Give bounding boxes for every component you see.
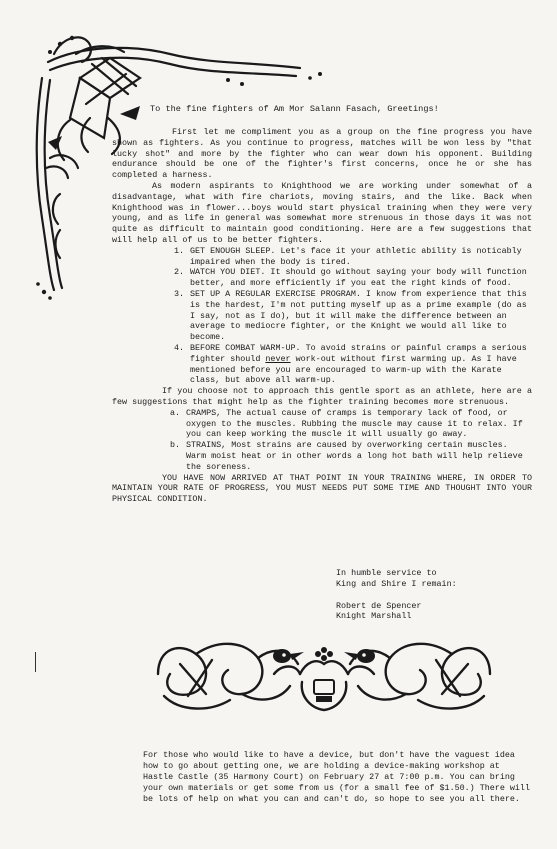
- list-item: 1. GET ENOUGH SLEEP. Let's face it your athletic ability is noticably impaired when the body is tired.: [173, 245, 522, 267]
- list-item: b. STRAINS, Most strains are caused by overworking certain muscles. Warm moist heat or in other words a long hot bath will help relieve the soreness.: [169, 440, 523, 472]
- athlete-paragraph: If you choose not to approach this gentle sport as an athlete, here are a few suggestions that might help as the fighter training becomes more strenuous.: [112, 386, 532, 407]
- workshop-paragraph: For those who would like to have a device, but don't have the vaguest idea how to go about getting one, we are holding a device-making workshop at Hastle Castle (35 Harmony Court) on February 27 at 7:00 p.m. You can bring your own materials or get some from us (for a small fee of $1.50.) There will be lots of help on what you can and can't do, so hope to see you all there.: [143, 750, 530, 804]
- signer-name: Robert de Spencer: [336, 600, 422, 611]
- closing-line-1: In humble service to: [336, 568, 437, 578]
- list-item: a. CRAMPS, The actual cause of cramps is temporary lack of food, or oxygen to the muscles. Rubbing the muscle may cause it to relax. If you can keep working the muscle it will usually go away.: [169, 407, 523, 440]
- suggestions-list: [162, 246, 532, 386]
- signer-title: Knight Marshall: [336, 611, 412, 622]
- signature-block: [336, 568, 457, 622]
- margin-mark: [35, 652, 36, 672]
- modern-aspirants-paragraph: As modern aspirants to Knighthood we are working under somewhat of a disadvantage, what with fire chariots, moving stairs, and the like. Back when Knighthood was in flower...boys would start physical training when they were very young, and as life in general was somewhat more strenuous in those days it was not quite as difficult to maintain good conditioning. Here are a few suggestions that will help all of us to be better fighters.: [112, 180, 532, 245]
- closing-line-2: King and Shire I remain:: [336, 578, 457, 589]
- intro-paragraph: First let me compliment you as a group on the fine progress you have shown as fighters. As you continue to progress, matches will be won less by "that lucky shot" and more by the fighter who can wear down his opponent. Building endurance should be one of the fighter's first concerns, once he or she has completed a harness.: [112, 127, 532, 181]
- celtic-birds-band-icon: [150, 634, 498, 716]
- greeting-line: To the fine fighters of Am Mor Salann Fasach, Greetings!: [150, 104, 439, 114]
- emphasis-never: never: [265, 353, 291, 364]
- list-item: 2. WATCH YOU DIET. It should go without saying your body will function better, and more efficiently if you eat the right kinds of food.: [173, 267, 527, 289]
- ailments-list: [158, 408, 532, 473]
- letter-body: [112, 127, 532, 505]
- list-item: 3. SET UP A REGULAR EXERCISE PROGRAM. I know from experience that this is the hardest, I'm not putting myself up as a prime example (do as I say, not as I do), but it will make the difference between an average to mediocre fighter, or the Knight we would all like to become.: [173, 288, 527, 343]
- training-point-paragraph: YOU HAVE NOW ARRIVED AT THAT POINT IN YOUR TRAINING WHERE, IN ORDER TO MAINTAIN YOUR RATE OF PROGRESS, YOU MUST NEEDS PUT SOME TIME AND THOUGHT INTO YOUR PHYSICAL CONDITION.: [112, 472, 532, 505]
- list-item: 4. BEFORE COMBAT WARM-UP. To avoid strains or painful cramps a serious fighter should never work-out without first warming up. As I have mentioned before you are encouraged to warm-up with the Karate class, but above all warm-up.: [173, 342, 527, 386]
- workshop-announcement: [143, 750, 533, 805]
